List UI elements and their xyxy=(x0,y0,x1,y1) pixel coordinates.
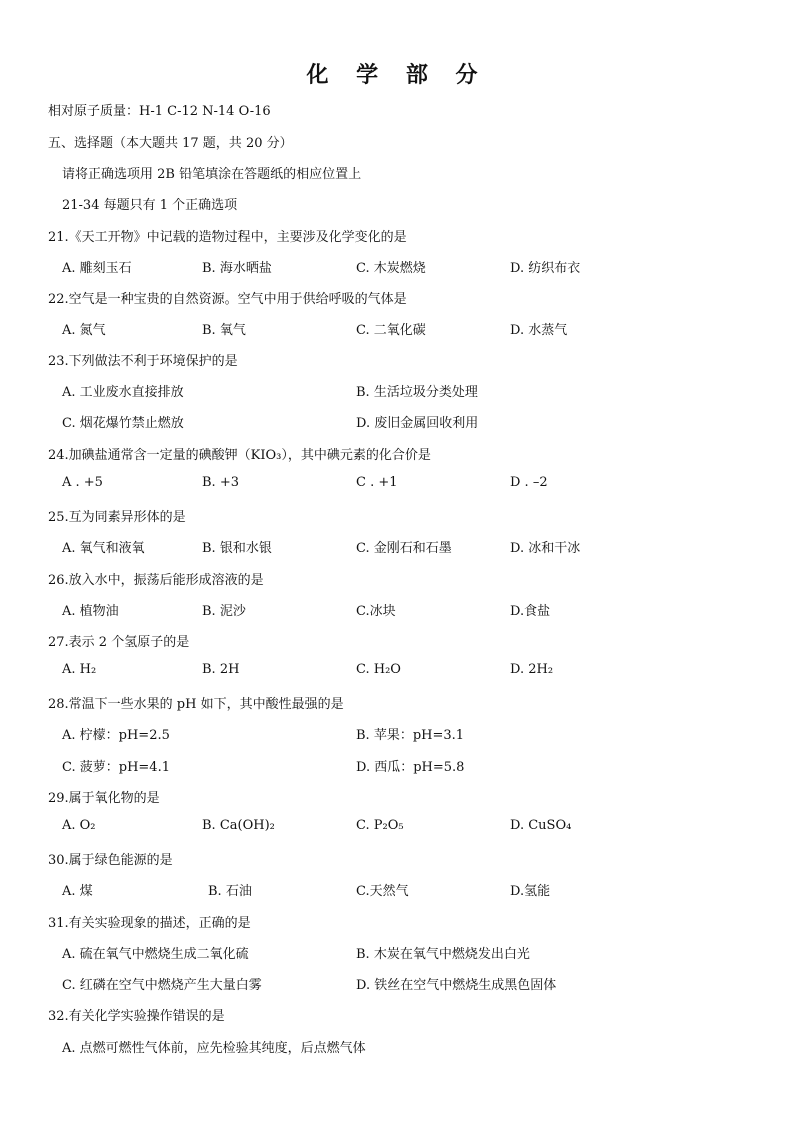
option-b: B. 银和水银 xyxy=(202,541,272,556)
option-a: A. 硫在氧气中燃烧生成二氧化硫 xyxy=(62,947,249,962)
option-b: B. 氧气 xyxy=(202,323,246,338)
option-a: A . +5 xyxy=(62,475,103,490)
option-d: D. CuSO₄ xyxy=(510,818,572,833)
question-stem: 29.属于氧化物的是 xyxy=(48,791,160,806)
option-d: D. 水蒸气 xyxy=(510,323,568,338)
option-c: C.冰块 xyxy=(356,604,396,619)
option-b: B. 苹果：pH=3.1 xyxy=(356,728,465,743)
question-stem: 23.下列做法不利于环境保护的是 xyxy=(48,354,238,369)
option-a: A. 植物油 xyxy=(62,604,119,619)
option-a: A. 雕刻玉石 xyxy=(62,261,132,276)
option-a: A. 工业废水直接排放 xyxy=(62,385,184,400)
option-d: D. 纺织布衣 xyxy=(510,261,581,276)
option-b: B. Ca(OH)₂ xyxy=(202,818,275,833)
option-b: B. 2H xyxy=(202,662,240,677)
page-title: 化 学 部 分 xyxy=(306,62,488,88)
option-b: B. 石油 xyxy=(208,884,252,899)
option-c: C. P₂O₅ xyxy=(356,818,404,833)
option-c: C. 二氧化碳 xyxy=(356,323,426,338)
option-a: A. 氧气和液氧 xyxy=(62,541,145,556)
instruction-line: 请将正确选项用 2B 铅笔填涂在答题纸的相应位置上 xyxy=(62,167,362,182)
option-d: D.氢能 xyxy=(510,884,551,899)
option-d: D. 废旧金属回收利用 xyxy=(356,416,479,431)
option-b: B. 生活垃圾分类处理 xyxy=(356,385,478,400)
question-stem: 32.有关化学实验操作错误的是 xyxy=(48,1009,225,1024)
question-stem: 27.表示 2 个氢原子的是 xyxy=(48,635,190,650)
question-stem: 21.《天工开物》中记载的造物过程中，主要涉及化学变化的是 xyxy=(48,230,407,245)
option-a: A. 柠檬：pH=2.5 xyxy=(62,728,170,743)
option-c: C.天然气 xyxy=(356,884,409,899)
option-b: B. +3 xyxy=(202,475,239,490)
option-d: D. 铁丝在空气中燃烧生成黑色固体 xyxy=(356,978,557,993)
option-a: A. O₂ xyxy=(62,818,96,833)
option-c: C. H₂O xyxy=(356,662,401,677)
option-c: C. 金刚石和石墨 xyxy=(356,541,452,556)
option-d: D. 西瓜：pH=5.8 xyxy=(356,760,465,775)
question-stem: 26.放入水中，振荡后能形成溶液的是 xyxy=(48,573,264,588)
question-stem: 28.常温下一些水果的 pH 如下，其中酸性最强的是 xyxy=(48,697,344,712)
option-a: A. 点燃可燃性气体前，应先检验其纯度，后点燃气体 xyxy=(62,1041,366,1056)
option-d: D. 冰和干冰 xyxy=(510,541,581,556)
option-c: C. 木炭燃烧 xyxy=(356,261,426,276)
option-b: B. 海水晒盐 xyxy=(202,261,272,276)
question-stem: 31.有关实验现象的描述，正确的是 xyxy=(48,916,251,931)
question-stem: 30.属于绿色能源的是 xyxy=(48,853,173,868)
option-c: C. 菠萝：pH=4.1 xyxy=(62,760,170,775)
option-d: D. 2H₂ xyxy=(510,662,554,677)
option-a: A. 氮气 xyxy=(62,323,106,338)
option-a: A. 煤 xyxy=(62,884,93,899)
option-b: B. 泥沙 xyxy=(202,604,246,619)
question-stem: 22.空气是一种宝贵的自然资源。空气中用于供给呼吸的气体是 xyxy=(48,292,407,307)
option-b: B. 木炭在氧气中燃烧发出白光 xyxy=(356,947,530,962)
question-stem: 25.互为同素异形体的是 xyxy=(48,510,186,525)
section-heading: 五、选择题（本大题共 17 题，共 20 分） xyxy=(48,136,293,151)
question-stem: 24.加碘盐通常含一定量的碘酸钾（KIO₃），其中碘元素的化合价是 xyxy=(48,448,431,463)
option-a: A. H₂ xyxy=(62,662,97,677)
option-c: C . +1 xyxy=(356,475,398,490)
option-c: C. 烟花爆竹禁止燃放 xyxy=(62,416,184,431)
option-d: D.食盐 xyxy=(510,604,551,619)
atomic-mass-line: 相对原子质量：H-1 C-12 N-14 O-16 xyxy=(48,104,271,119)
option-c: C. 红磷在空气中燃烧产生大量白雾 xyxy=(62,978,262,993)
option-d: D . –2 xyxy=(510,475,548,490)
instruction-line: 21-34 每题只有 1 个正确选项 xyxy=(62,198,238,213)
